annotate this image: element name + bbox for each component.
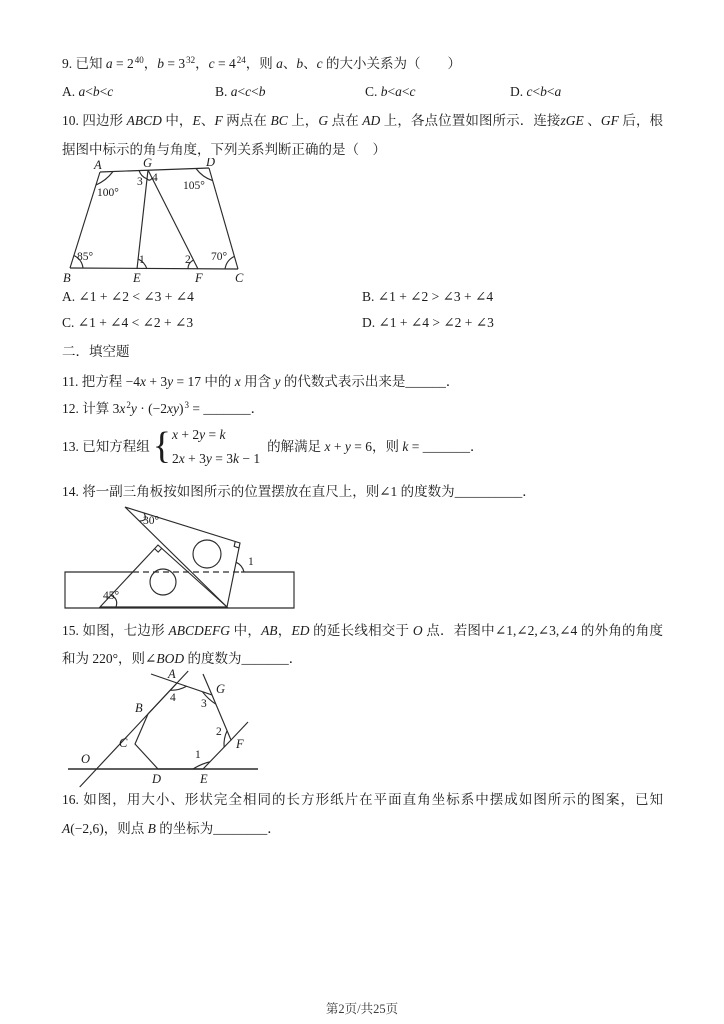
fig10-side-BC <box>70 268 238 269</box>
fig14-hole-30 <box>193 540 221 568</box>
q10-option-a: A. ∠1 + ∠2 < ∠3 + ∠4 <box>62 289 194 304</box>
figure-q15-heptagon <box>60 663 270 798</box>
fig10-label-C: C <box>235 271 244 285</box>
fig10-label-angle3: 3 <box>137 176 143 188</box>
system-brace: { <box>152 425 171 468</box>
question-11-text: 11. 把方程 −4x + 3y = 17 中的 x 用含 y 的代数式表示出来是______． <box>62 374 460 389</box>
question-15-text-line2: 和为 220°，则∠BOD 的度数为_______． <box>62 651 303 666</box>
q9-option-a: A. a<b<c <box>62 84 114 99</box>
q10-option-d: D. ∠1 + ∠4 > ∠2 + ∠3 <box>362 315 494 330</box>
q13-prefix: 13. 已知方程组 <box>62 439 150 454</box>
question-10-options-row1 <box>62 289 663 311</box>
fig15-label-angle4: 4 <box>170 692 176 704</box>
fig10-label-angle1: 1 <box>139 254 145 266</box>
fig14-label-45deg: 45° <box>103 590 120 602</box>
fig10-label-B: B <box>63 271 71 285</box>
q13-suffix: 的解满足 x + y = 6，则 k = _______． <box>267 439 484 454</box>
question-13-text <box>62 424 663 469</box>
fig14-label-30deg: 30° <box>143 515 160 527</box>
question-12-text: 12. 计算 $3x^2y \cdot (-2xy)^3$ = _______． <box>62 400 265 416</box>
question-14-text: 14. 将一副三角板按如图所示的位置摆放在直尺上，则∠1 的度数为__________． <box>62 484 536 499</box>
fig10-label-F: F <box>195 271 203 285</box>
fig10-label-angle-70: 70° <box>211 251 228 263</box>
fig15-label-angle3: 3 <box>201 698 207 710</box>
fig15-label-C: C <box>119 736 128 750</box>
question-9-text: 9. 已知 $a = 2^{40}$，$b = 3^{32}$，$c = 4^{24}$，则 a、b、c 的大小关系为（ ） <box>62 55 461 71</box>
page-number-footer: 第2页/共25页 <box>325 1002 399 1016</box>
fig14-right-angle-marker-45 <box>155 548 162 552</box>
q9-option-b: B. a<c<b <box>215 84 266 99</box>
q13-equation-1: x + 2y = k <box>172 427 226 442</box>
q13-equation-2: 2x + 3y = 3k − 1 <box>172 451 261 466</box>
question-16-text-line1: 16. 如图，用大小、形状完全相同的长方形纸片在平面直角坐标系中摆成如图所示的图案，已知 <box>62 792 663 807</box>
figure-q14-set-squares <box>55 495 305 620</box>
figure-q10-quadrilateral <box>55 158 255 288</box>
question-10-text-line2: 据图中标示的角与角度，下列关系判断正确的是（ ） <box>62 142 386 157</box>
fig15-label-G: G <box>216 682 226 696</box>
question-10-options-row2 <box>62 315 663 337</box>
question-9-options <box>62 84 663 106</box>
fig10-label-E: E <box>133 271 141 285</box>
fig15-label-angle1: 1 <box>195 749 201 761</box>
fig15-label-B: B <box>135 701 143 715</box>
section-2-title: 二．填空题 <box>62 344 130 359</box>
question-15-text-line1: 15. 如图，七边形 ABCDEFG 中，AB，ED 的延长线相交于 O 点．若图中∠1,∠2,∠3,∠4 的外角的角度 <box>62 623 664 638</box>
fig15-label-O: O <box>81 752 91 766</box>
fig10-label-A: A <box>94 158 102 172</box>
fig14-label-angle1: 1 <box>248 556 254 568</box>
q9-option-c: C. b<a<c <box>365 84 416 99</box>
fig15-label-D: D <box>152 772 162 786</box>
fig15-label-angle2: 2 <box>216 726 222 738</box>
fig10-label-G: G <box>143 158 153 170</box>
fig10-label-angle4: 4 <box>152 172 158 184</box>
fig14-ruler-outline <box>65 572 294 608</box>
question-16-text-line2: A(−2,6)，则点 B 的坐标为________． <box>62 821 281 836</box>
fig15-label-F: F <box>236 737 244 751</box>
fig10-label-angle-100: 100° <box>97 187 119 199</box>
q10-option-c: C. ∠1 + ∠4 < ∠2 + ∠3 <box>62 315 194 330</box>
fig10-label-D: D <box>206 158 216 169</box>
q9-option-d: D. c<b<a <box>510 84 562 99</box>
fig15-label-E: E <box>200 772 208 786</box>
fig15-arc-angle1-E <box>193 762 210 769</box>
q10-option-b: B. ∠1 + ∠2 > ∠3 + ∠4 <box>362 289 494 304</box>
question-10-text-line1: 10. 四边形 ABCD 中，E、F 两点在 BC 上，G 点在 AD 上，各点位置如图所示．连接zGE 、GF 后，根 <box>62 113 664 128</box>
fig10-label-angle-105: 105° <box>183 180 205 192</box>
fig10-label-angle-85: 85° <box>77 251 94 263</box>
q13-equation-system <box>172 424 260 469</box>
fig14-arc-angle1 <box>236 562 244 572</box>
fig14-hole-45 <box>150 569 176 595</box>
fig15-label-A: A <box>168 667 176 681</box>
fig10-label-angle2: 2 <box>185 254 191 266</box>
